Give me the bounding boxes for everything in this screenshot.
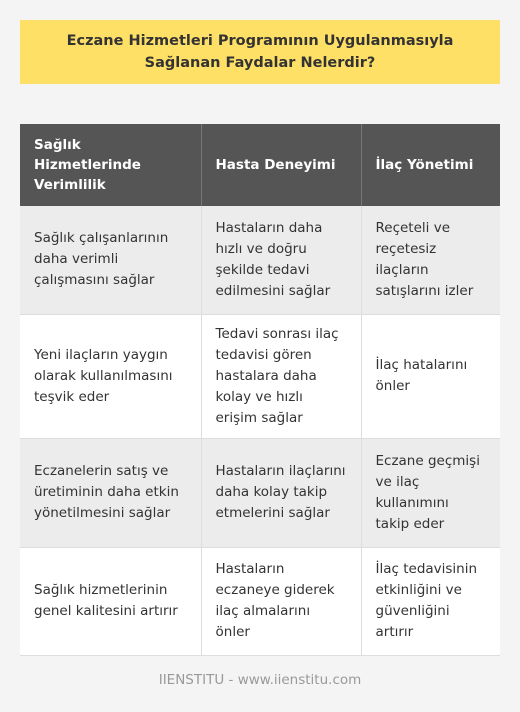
column-header-efficiency: Sağlık Hizmetlerinde Verimlilik bbox=[20, 124, 201, 206]
table-cell: Sağlık çalışanlarının daha verimli çalışmasını sağlar bbox=[20, 206, 201, 314]
table-cell: Reçeteli ve reçetesiz ilaçların satışlarını izler bbox=[361, 206, 500, 314]
table-cell: Tedavi sonrası ilaç tedavisi gören hastalara daha kolay ve hızlı erişim sağlar bbox=[201, 314, 361, 438]
table-cell: İlaç tedavisinin etkinliğini ve güvenliğini artırır bbox=[361, 547, 500, 655]
table-cell: Sağlık hizmetlerinin genel kalitesini artırır bbox=[20, 547, 201, 655]
table-row bbox=[20, 206, 500, 314]
table-cell: Eczane geçmişi ve ilaç kullanımını takip eder bbox=[361, 438, 500, 547]
title-banner bbox=[20, 20, 500, 84]
table-cell: Hastaların ilaçlarını daha kolay takip etmelerini sağlar bbox=[201, 438, 361, 547]
table-cell: İlaç hatalarını önler bbox=[361, 314, 500, 438]
column-header-patient-experience: Hasta Deneyimi bbox=[201, 124, 361, 206]
table-row bbox=[20, 314, 500, 438]
table-header-row bbox=[20, 124, 500, 206]
table-cell: Yeni ilaçların yaygın olarak kullanılmasını teşvik eder bbox=[20, 314, 201, 438]
column-header-medication-management: İlaç Yönetimi bbox=[361, 124, 500, 206]
benefits-table bbox=[20, 124, 500, 656]
table-cell: Hastaların eczaneye giderek ilaç almalarını önler bbox=[201, 547, 361, 655]
table-cell: Hastaların daha hızlı ve doğru şekilde tedavi edilmesini sağlar bbox=[201, 206, 361, 314]
page-title: Eczane Hizmetleri Programının Uygulanmasıyla Sağlanan Faydalar Nelerdir? bbox=[66, 33, 454, 71]
footer-attribution: IIENSTITU - www.iienstitu.com bbox=[158, 672, 362, 688]
table-cell: Eczanelerin satış ve üretiminin daha etkin yönetilmesini sağlar bbox=[20, 438, 201, 547]
table-row bbox=[20, 547, 500, 655]
table-row bbox=[20, 438, 500, 547]
